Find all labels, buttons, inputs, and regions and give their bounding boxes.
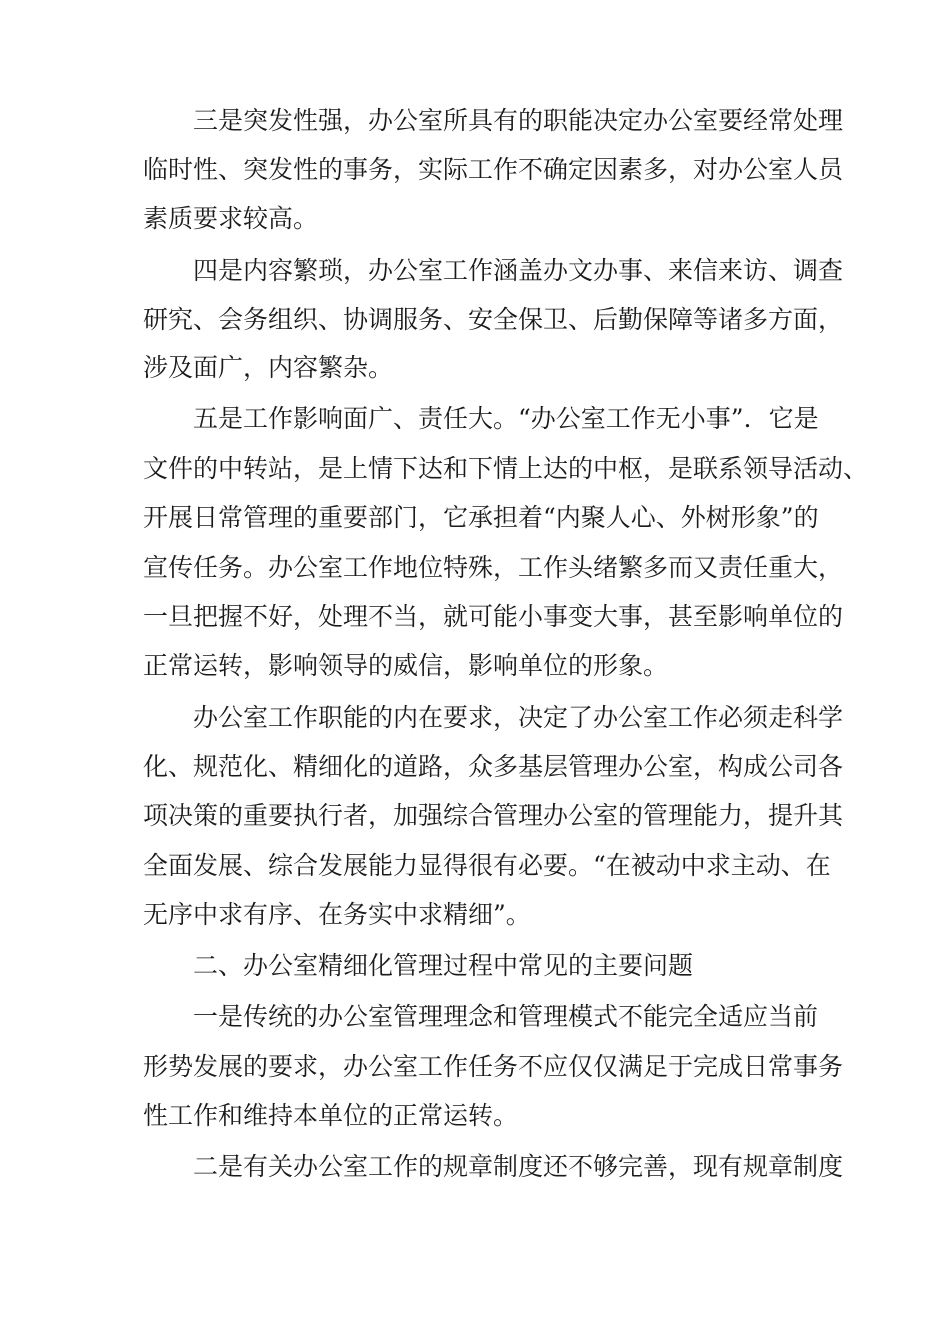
paragraph-line: 一是传统的办公室管理理念和管理模式不能完全适应当前 [143, 1002, 819, 1031]
paragraph-line: 二是有关办公室工作的规章制度还不够完善，现有规章制度 [143, 1152, 844, 1181]
paragraph-line: 三是突发性强，办公室所具有的职能决定办公室要经常处理 [143, 106, 844, 135]
paragraph-line: 办公室工作职能的内在要求，决定了办公室工作必须走科学 [143, 703, 844, 732]
paragraph-line: 无序中求有序、在务实中求精细”。 [143, 900, 531, 929]
paragraph-line: 形势发展的要求，办公室工作任务不应仅仅满足于完成日常事务 [143, 1052, 844, 1081]
paragraph-line: 全面发展、综合发展能力显得很有必要。“在被动中求主动、在 [143, 851, 831, 880]
paragraph-line: 素质要求较高。 [143, 204, 319, 233]
paragraph-line: 化、规范化、精细化的道路，众多基层管理办公室，构成公司各 [143, 752, 844, 781]
paragraph-line: 临时性、突发性的事务，实际工作不确定因素多，对办公室人员 [143, 155, 844, 184]
paragraph-line: 开展日常管理的重要部门，它承担着“内聚人心、外树形象”的 [143, 503, 819, 532]
section-heading: 二、办公室精细化管理过程中常见的主要问题 [143, 951, 694, 980]
paragraph-line: 宣传任务。办公室工作地位特殊，工作头绪繁多而又责任重大， [143, 553, 844, 582]
paragraph-line: 四是内容繁琐，办公室工作涵盖办文办事、来信来访、调查 [143, 256, 844, 285]
paragraph-line: 项决策的重要执行者，加强综合管理办公室的管理能力，提升其 [143, 801, 844, 830]
paragraph-line: 五是工作影响面广、责任大。“办公室工作无小事”．它是 [143, 404, 819, 433]
paragraph-line: 性工作和维持本单位的正常运转。 [143, 1101, 519, 1130]
paragraph-line: 正常运转，影响领导的威信，影响单位的形象。 [143, 651, 669, 680]
paragraph-line: 涉及面广，内容繁杂。 [143, 353, 394, 382]
paragraph-line: 文件的中转站，是上情下达和下情上达的中枢，是联系领导活动、 [143, 454, 869, 483]
paragraph-line: 研究、会务组织、协调服务、安全保卫、后勤保障等诸多方面， [143, 305, 844, 334]
paragraph-line: 一旦把握不好，处理不当，就可能小事变大事，甚至影响单位的 [143, 602, 844, 631]
